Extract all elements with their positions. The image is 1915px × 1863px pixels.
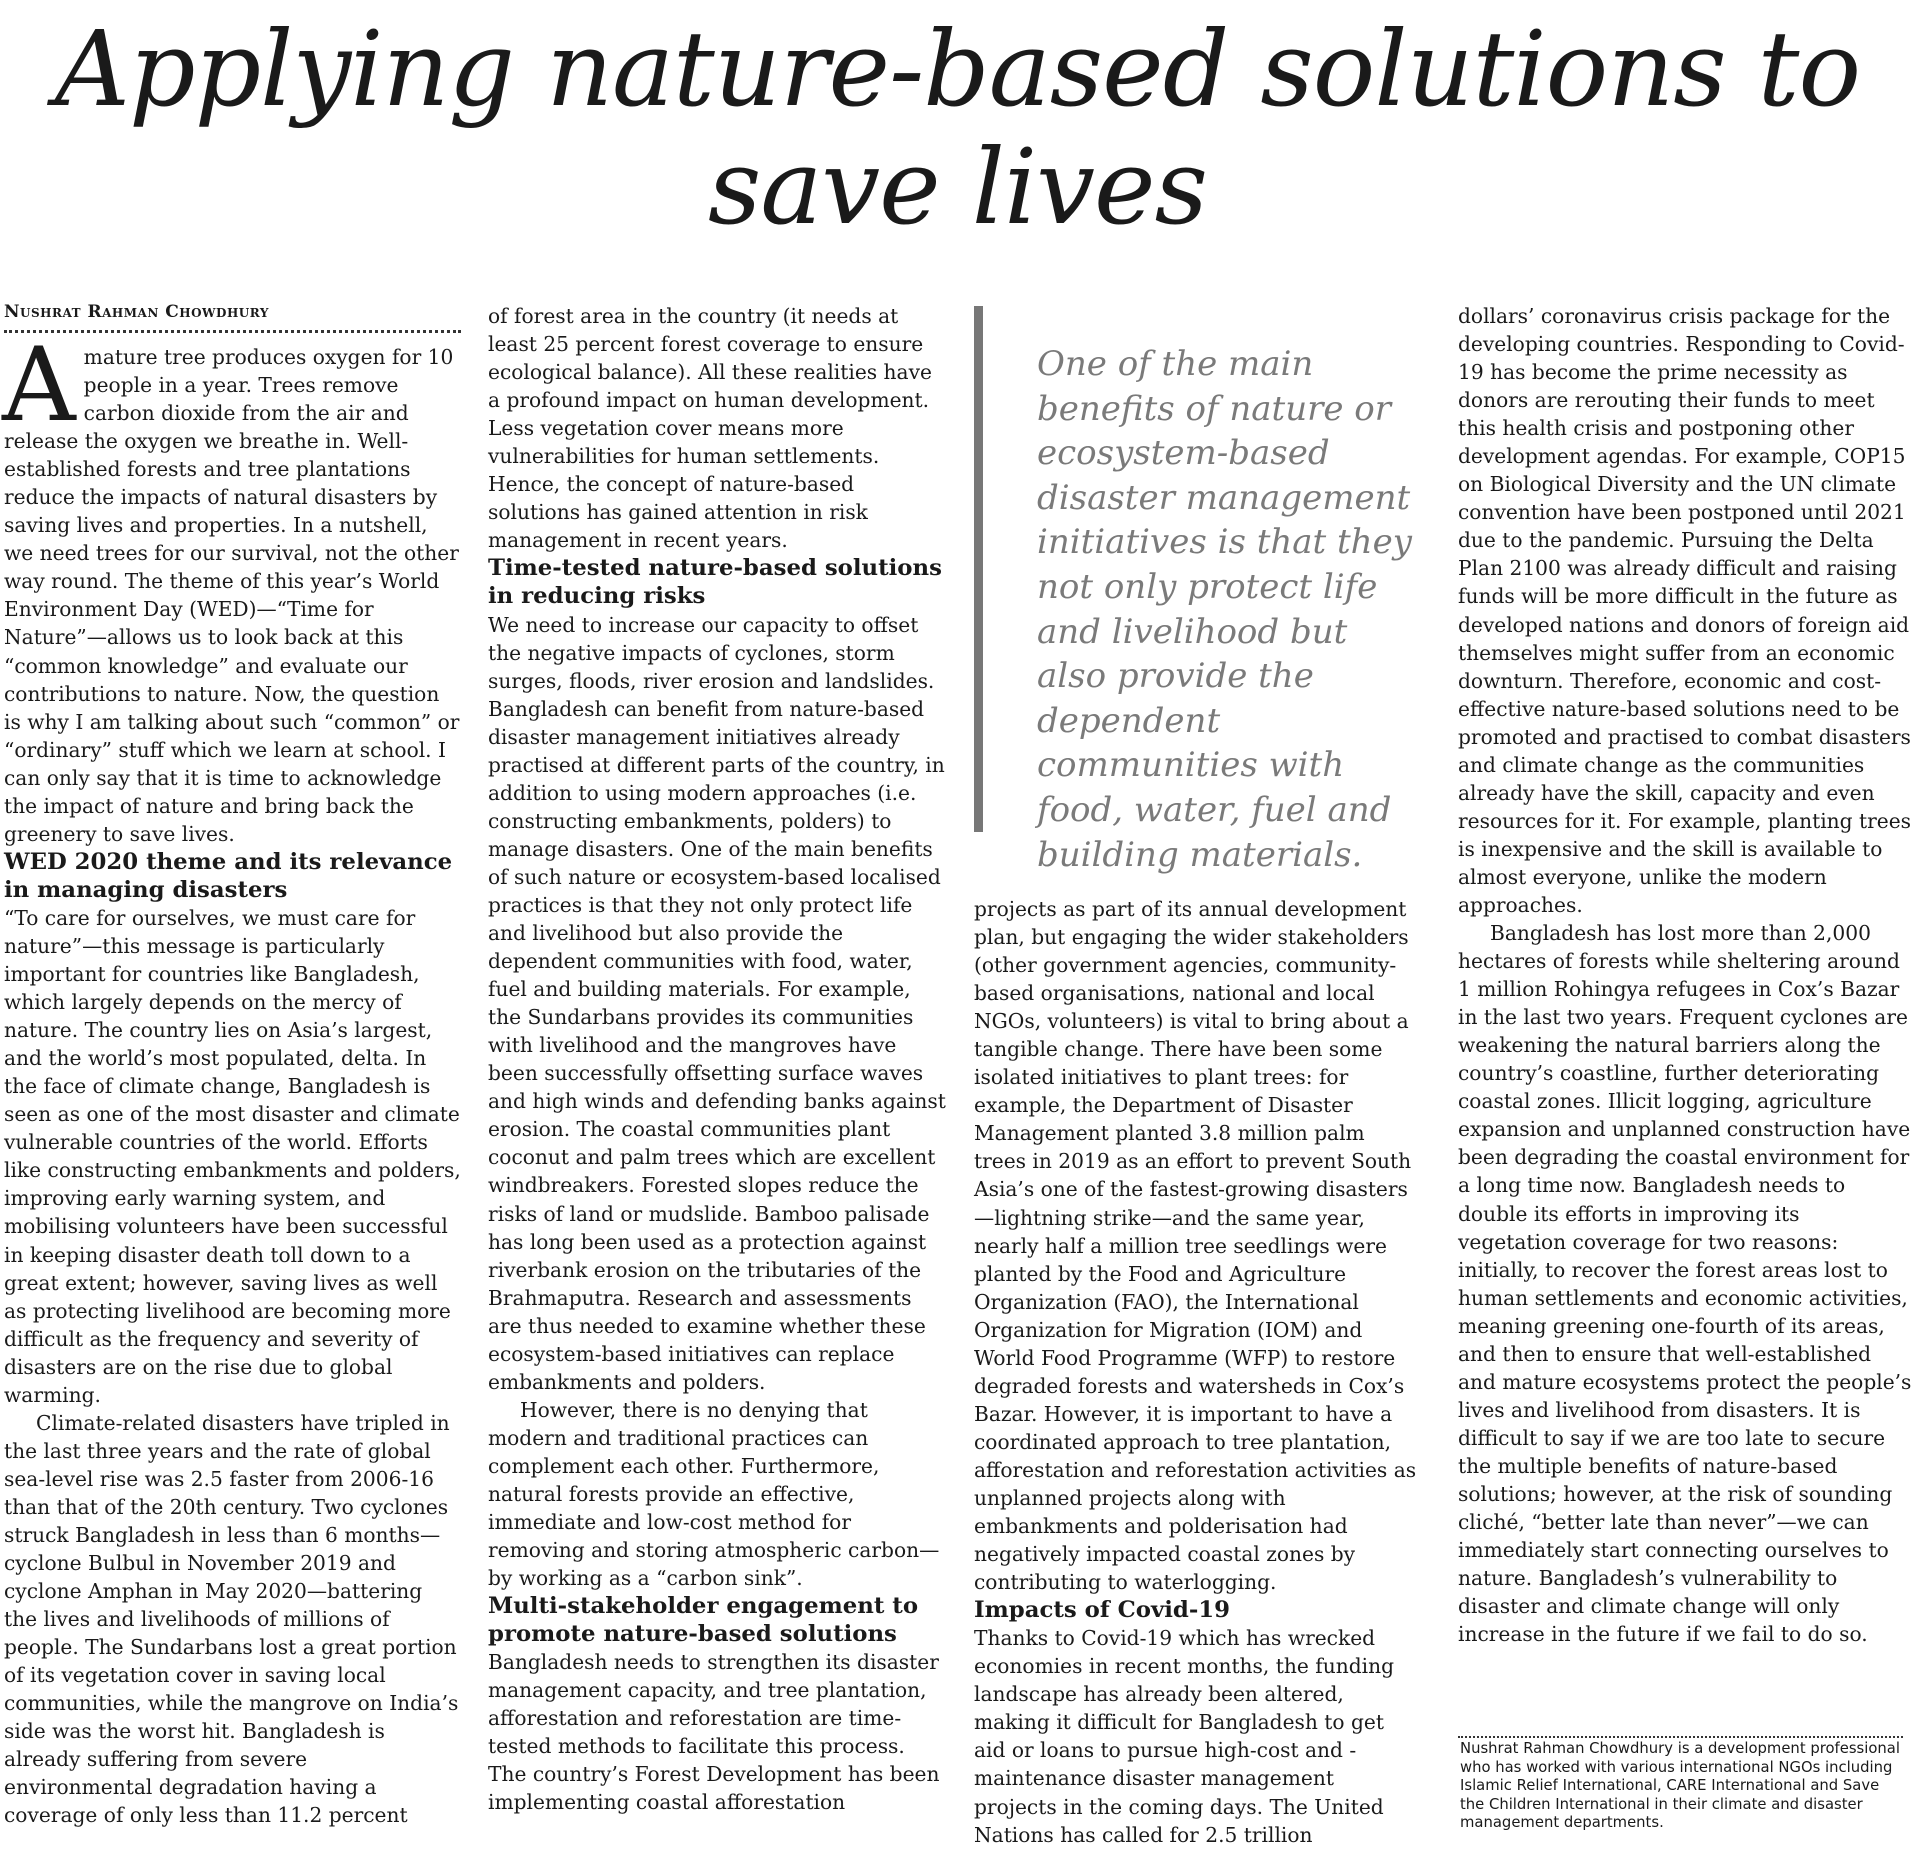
drop-cap: A — [2, 326, 76, 445]
bio-divider — [1458, 1736, 1903, 1738]
paragraph: Bangladesh needs to strengthen its disaster management capacity, and tree plantation, afforestation and reforestation are time-tested methods to facilitate this process. The country’s Forest Development has been implementing coastal afforestation — [488, 1650, 940, 1815]
section-heading-wed-2020: WED 2020 theme and its relevance in managing disasters — [4, 848, 453, 903]
intro-text: mature tree produces oxygen for 10 people in a year. Trees remove carbon dioxide from the air and release the oxygen we breathe in. Well-established forests and tree plantations reduce the impacts of natural disasters by saving lives and properties. In a nutshell, we need trees for our survival, not the other way round. The theme of this year’s World Environment Day (WED)—“Time for Nature”—allows us to look back at this “common knowledge” and evaluate our contributions to nature. Now, the question is why I am talking about such “common” or “ordinary” stuff which we learn at school. I can only say that it is time to acknowledge the impact of nature and bring back the greenery to save lives. — [4, 345, 460, 846]
author-bio: Nushrat Rahman Chowdhury is a development professional who has worked with various international NGOs including Islamic Relief International, CARE International and Save the Children International in their climate and disaster management departments. — [1460, 1740, 1900, 1832]
paragraph: We need to increase our capacity to offset the negative impacts of cyclones, storm surges, floods, river erosion and landslides. Bangladesh can benefit from nature-based disaster management initiatives already practised at different parts of the country, in addition to using modern approaches (i.e. constructing embankments, polders) to manage disasters. One of the main benefits of such nature or ecosystem-based localised practices is that they not only protect life and livelihood but also provide the dependent communities with food, water, fuel and building materials. For example, the Sundarbans provides its communities with livelihood and the mangroves have been successfully offsetting surface waves and high winds and defending banks against erosion. The coastal communities plant coconut and palm trees which are excellent windbreakers. Forested slopes reduce the risks of land or mudslide. Bamboo palisade has long been used as a protection against riverbank erosion on the tributaries of the Brahmaputra. Research and assessments are thus needed to examine whether these ecosystem-based initiatives can replace embankments and polders. — [488, 612, 946, 1394]
intro-paragraph — [2, 326, 461, 848]
column-2 — [488, 302, 948, 1817]
paragraph-continued: projects as part of its annual development plan, but engaging the wider stakeholders (other government agencies, community-based organisations, national and local NGOs, volunteers) is vital to bring about a tangible change. There have been some isolated initiatives to plant trees: for example, the Department of Disaster Management planted 3.8 million palm trees in 2019 as an effort to prevent South Asia’s one of the fastest-growing disasters—lightning strike—and the same year, nearly half a million tree seedlings were planted by the Food and Agriculture Organization (FAO), the International Organization for Migration (IOM) and World Food Programme (WFP) to restore degraded forests and watersheds in Cox’s Bazar. However, it is important to have a coordinated approach to tree plantation, afforestation and reforestation activities as unplanned projects along with embankments and polderisation had negatively impacted coastal zones by contributing to waterlogging. — [974, 897, 1417, 1595]
pull-quote — [974, 306, 1423, 875]
headline: Applying nature-based solutions to save lives — [54, 8, 1861, 248]
paragraph: Bangladesh has lost more than 2,000 hectares of forests while sheltering around 1 million Rohingya refugees in Cox’s Bazar in the last two years. Frequent cyclones are weakening the natural barriers along the country’s coastline, further deteriorating coastal zones. Illicit logging, agriculture expansion and unplanned construction have been degrading the coastal environment for a long time now. Bangladesh needs to double its efforts in improving its vegetation coverage for two reasons: initially, to recover the forest areas lost to human settlements and economic activities, meaning greening one-fourth of its areas, and then to ensure that well-established and mature ecosystems protect the people’s lives and livelihood from disasters. It is difficult to say if we are too late to secure the multiple benefits of nature-based solutions; however, at the risk of sounding cliché, “better late than never”—we can immediately start connecting ourselves to nature. Bangladesh’s vulnerability to disaster and climate change will only increase in the future if we fail to do so. — [1458, 921, 1912, 1647]
byline: Nushrat Rahman Chowdhury — [4, 302, 269, 322]
section-heading-multi-stakeholder: Multi-stakeholder engagement to promote nature-based solutions — [488, 1593, 919, 1648]
column-4 — [1458, 302, 1913, 1648]
column-1 — [4, 300, 461, 1829]
pull-quote-text: One of the main benefits of nature or ecosystem-based disaster management initiatives is that they not only protect life and livelihood but also provide the dependent communities with food, water, fuel and building materials. — [1037, 344, 1412, 875]
section-heading-covid-19: Impacts of Covid-19 — [974, 1597, 1231, 1624]
paragraph: Climate-related disasters have tripled in the last three years and the rate of global sea-level rise was 2.5 faster from 2006-16 than that of the 20th century. Two cyclones struck Bangladesh in less than 6 months—cyclone Bulbul in November 2019 and cyclone Amphan in May 2020—battering the lives and livelihoods of millions of people. The Sundarbans lost a great portion of its vegetation cover in saving local communities, while the mangrove on India’s side was the worst hit. Bangladesh is already suffering from severe environmental degradation having a coverage of only less than 11.2 percent — [4, 1410, 459, 1828]
paragraph-continued: dollars’ coronavirus crisis package for the developing countries. Responding to Covid-19 has become the prime necessity as donors are rerouting their funds to meet this health crisis and postponing other development agendas. For example, COP15 on Biological Diversity and the UN climate convention have been postponed until 2021 due to the pandemic. Pursuing the Delta Plan 2100 was already difficult and raising funds will be more difficult in the future as developed nations and donors of foreign aid themselves might suffer from an economic downturn. Therefore, economic and cost-effective nature-based solutions need to be promoted and practised to combat disasters and climate change as the communities already have the skill, capacity and even resources for it. For example, planting trees is inexpensive and the skill is available to almost everyone, unlike the modern approaches. — [1458, 304, 1912, 917]
section-heading-time-tested: Time-tested nature-based solutions in reducing risks — [488, 555, 942, 610]
paragraph-continued: of forest area in the country (it needs at least 25 percent forest coverage to ensure ecological balance). All these realities have a profound impact on human development. Less vegetation cover means more vulnerabilities for human settlements. Hence, the concept of nature-based solutions has gained attention in risk management in recent years. — [488, 304, 932, 553]
paragraph: However, there is no denying that modern and traditional practices can complement each other. Furthermore, natural forests provide an effective, immediate and low-cost method for removing and storing atmospheric carbon—by working as a “carbon sink”. — [488, 1397, 940, 1591]
paragraph: “To care for ourselves, we must care for nature”—this message is particularly important for countries like Bangladesh, which largely depends on the mercy of nature. The country lies on Asia’s largest, and the world’s most populated, delta. In the face of climate change, Bangladesh is seen as one of the most disaster and climate vulnerable countries of the world. Efforts like constructing embankments and polders, improving early warning system, and mobilising volunteers have been successful in keeping disaster death toll down to a great extent; however, saving lives as well as protecting livelihood are becoming more difficult as the frequency and severity of disasters are on the rise due to global warming. — [4, 905, 461, 1407]
column-3 — [974, 895, 1419, 1849]
paragraph: Thanks to Covid-19 which has wrecked economies in recent months, the funding landscape has already been altered, making it difficult for Bangladesh to get aid or loans to pursue high-cost and -maintenance disaster management projects in the coming days. The United Nations has called for 2.5 trillion — [974, 1626, 1395, 1847]
